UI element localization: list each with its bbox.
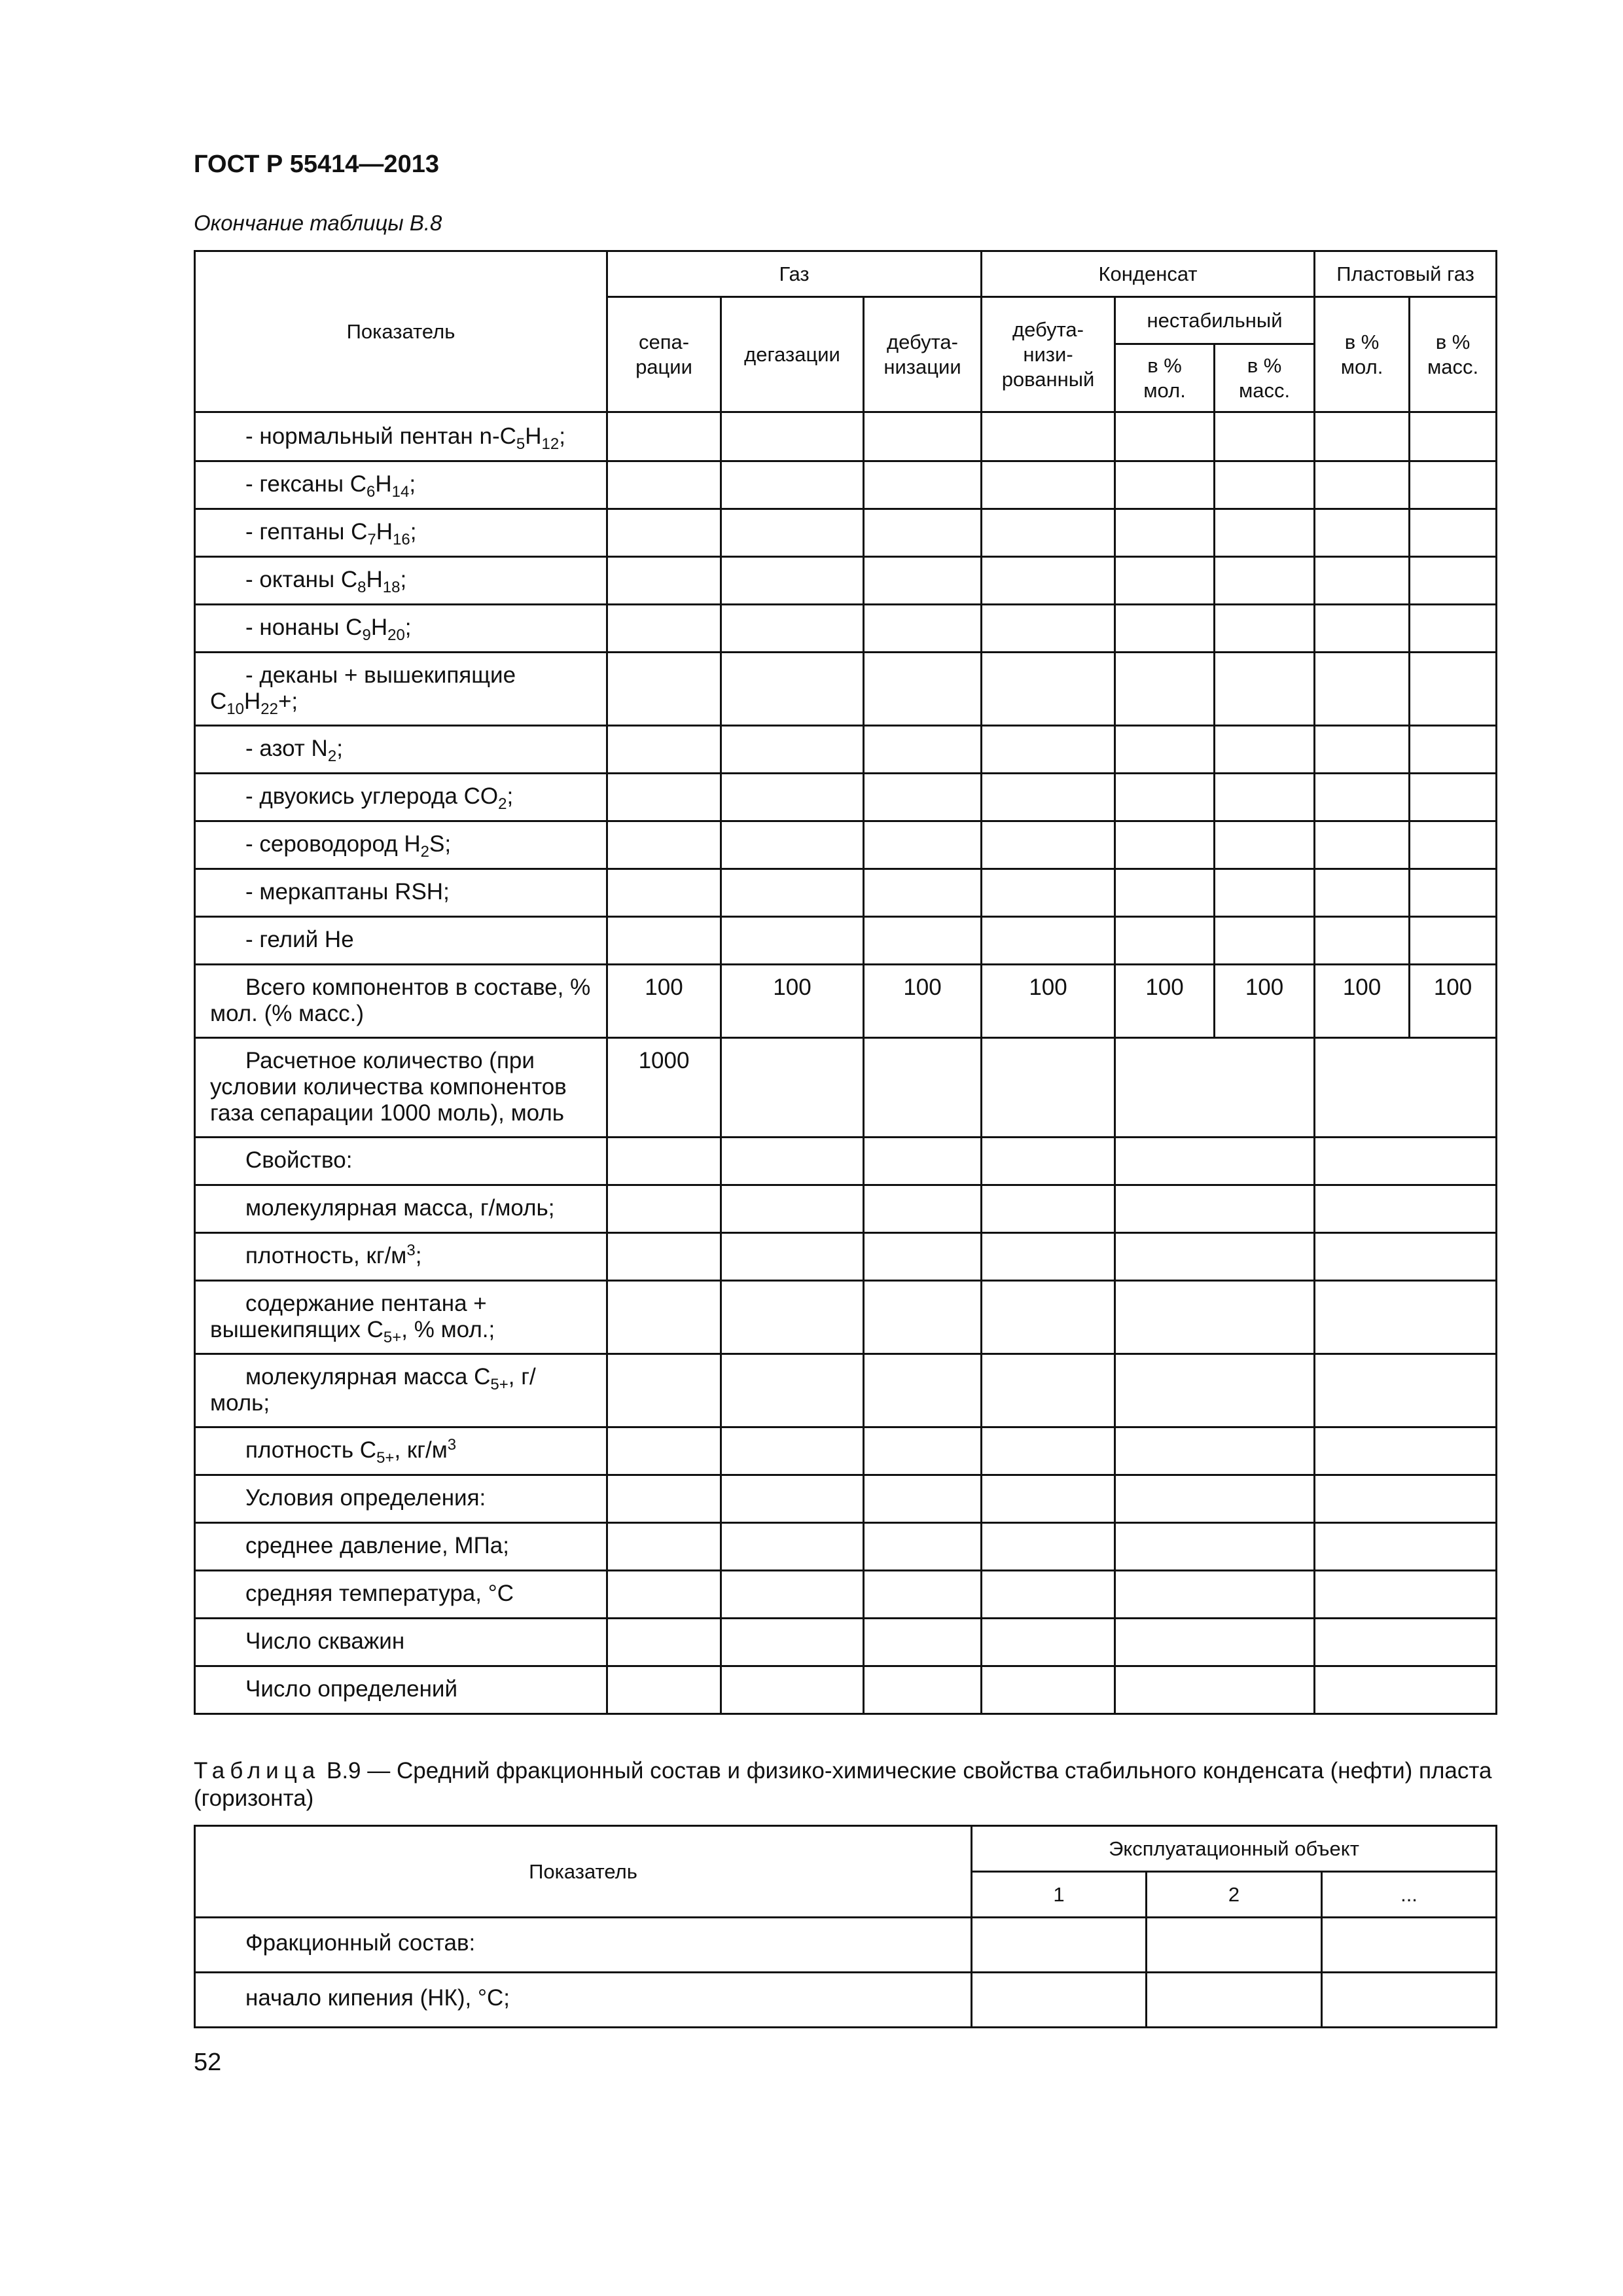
header-indicator: Показатель: [195, 251, 607, 412]
b9-header-col2: 2: [1147, 1872, 1322, 1918]
b9-row-fractional: Фракционный состав:: [195, 1918, 972, 1973]
table-row: [195, 821, 1497, 869]
table-row: [195, 1619, 1497, 1666]
row-label-property: Свойство:: [195, 1138, 607, 1185]
table-row: [195, 1918, 1497, 1973]
table-row: [195, 1281, 1497, 1354]
row-label-nonane: - нонаны $C_9H_{20}$;: [195, 605, 607, 653]
row-label-density: плотность, $кг/м^3$;: [195, 1233, 607, 1281]
row-label-mol-mass: молекулярная масса, г/моль;: [195, 1185, 607, 1233]
table-row: [195, 1475, 1497, 1523]
table-row: [195, 461, 1497, 509]
row-label-co2: - двуокись углерода $CO_2$;: [195, 774, 607, 821]
header-condensate: Конденсат: [982, 251, 1315, 297]
table-row: [195, 1233, 1497, 1281]
table-row: [195, 1138, 1497, 1185]
header-degassing: дегазации: [721, 297, 864, 412]
header-debutanization: дебута- низации: [864, 297, 982, 412]
table-row: [195, 1973, 1497, 2028]
row-label-determinations: Число определений: [195, 1666, 607, 1714]
b9-header-col1: 1: [972, 1872, 1147, 1918]
header-unstable-mol: в % мол.: [1115, 344, 1215, 412]
row-label-mercaptans: - меркаптаны RSH;: [195, 869, 607, 917]
table-b9: [194, 1825, 1497, 2028]
header-separation: сепа- рации: [607, 297, 721, 412]
table-row: [195, 1038, 1497, 1138]
table-row: [195, 1185, 1497, 1233]
header-reservoir-mol: в % мол.: [1315, 297, 1410, 412]
header-unstable: нестабильный: [1115, 297, 1315, 344]
header-reservoir-gas: Пластовый газ: [1315, 251, 1497, 297]
row-label-pentane-plus: содержание пентана + вышекипящих $C_{5+}$, % мол.;: [195, 1281, 607, 1354]
table-row: [195, 917, 1497, 965]
table-row: [195, 726, 1497, 774]
table-b9-caption: Таблица В.9 — Средний фракционный состав и физико-химические свойства стабильного конденсата (нефти) пласта (горизонта): [194, 1758, 1492, 1811]
row-label-decane: - деканы + вышекипящие $C_{10}H_{22}+$;: [195, 653, 607, 726]
table-row: [195, 1523, 1497, 1571]
row-label-temperature: средняя температура, °С: [195, 1571, 607, 1619]
total-value: 100: [1410, 965, 1497, 1038]
table-row: [195, 965, 1497, 1038]
table-row: [195, 1666, 1497, 1714]
page-number: 52: [194, 2049, 222, 2076]
row-label-octane: - октаны $C_8H_{18}$;: [195, 557, 607, 605]
header-debutanized: дебута- низи- рованный: [982, 297, 1115, 412]
row-label-pentane: - нормальный пентан $n-C_5H_{12}$;: [195, 412, 607, 461]
table-row: [195, 1354, 1497, 1427]
row-label-mm-c5: молекулярная масса $C_{5+}$, г/моль;: [195, 1354, 607, 1427]
row-label-heptane: - гептаны $C_7H_{16}$;: [195, 509, 607, 557]
table-row: [195, 653, 1497, 726]
table-row: [195, 412, 1497, 461]
total-value: 100: [721, 965, 864, 1038]
b9-row-boiling-start: начало кипения (НК), °С;: [195, 1973, 972, 2028]
total-value: 100: [607, 965, 721, 1038]
table-b8: [194, 250, 1497, 1715]
total-value: 100: [864, 965, 982, 1038]
table-continuation-caption: Окончание таблицы В.8: [194, 211, 442, 235]
table-row: [195, 1571, 1497, 1619]
row-label-hexane: - гексаны $C_6H_{14}$;: [195, 461, 607, 509]
table-row: [195, 557, 1497, 605]
table-row: [195, 509, 1497, 557]
header-reservoir-mass: в % масс.: [1410, 297, 1497, 412]
row-label-helium: - гелий He: [195, 917, 607, 965]
row-label-wells: Число скважин: [195, 1619, 607, 1666]
total-value: 100: [1215, 965, 1315, 1038]
row-label-conditions: Условия определения:: [195, 1475, 607, 1523]
table-row: [195, 1427, 1497, 1475]
header-gas: Газ: [607, 251, 982, 297]
row-label-total: Всего компонентов в составе, % мол. (% масс.): [195, 965, 607, 1038]
total-value: 100: [1315, 965, 1410, 1038]
table-row: [195, 605, 1497, 653]
total-value: 100: [982, 965, 1115, 1038]
table-row: [195, 774, 1497, 821]
row-label-calc-qty: Расчетное количество (при условии количества компонентов газа сепарации 1000 моль), моль: [195, 1038, 607, 1138]
table-row: [195, 869, 1497, 917]
row-label-h2s: - сероводород $H_2S$;: [195, 821, 607, 869]
b9-header-col3: ...: [1322, 1872, 1497, 1918]
row-label-dens-c5: плотность $C_{5+}$, $кг/м^3$: [195, 1427, 607, 1475]
b9-header-indicator: Показатель: [195, 1826, 972, 1918]
header-unstable-mass: в % масс.: [1215, 344, 1315, 412]
b9-header-object: Эксплуатационный объект: [972, 1826, 1497, 1872]
row-label-nitrogen: - азот $N_2$;: [195, 726, 607, 774]
document-code: ГОСТ Р 55414—2013: [194, 151, 439, 178]
total-value: 100: [1115, 965, 1215, 1038]
row-label-pressure: среднее давление, МПа;: [195, 1523, 607, 1571]
calc-qty-value: 1000: [607, 1038, 721, 1138]
